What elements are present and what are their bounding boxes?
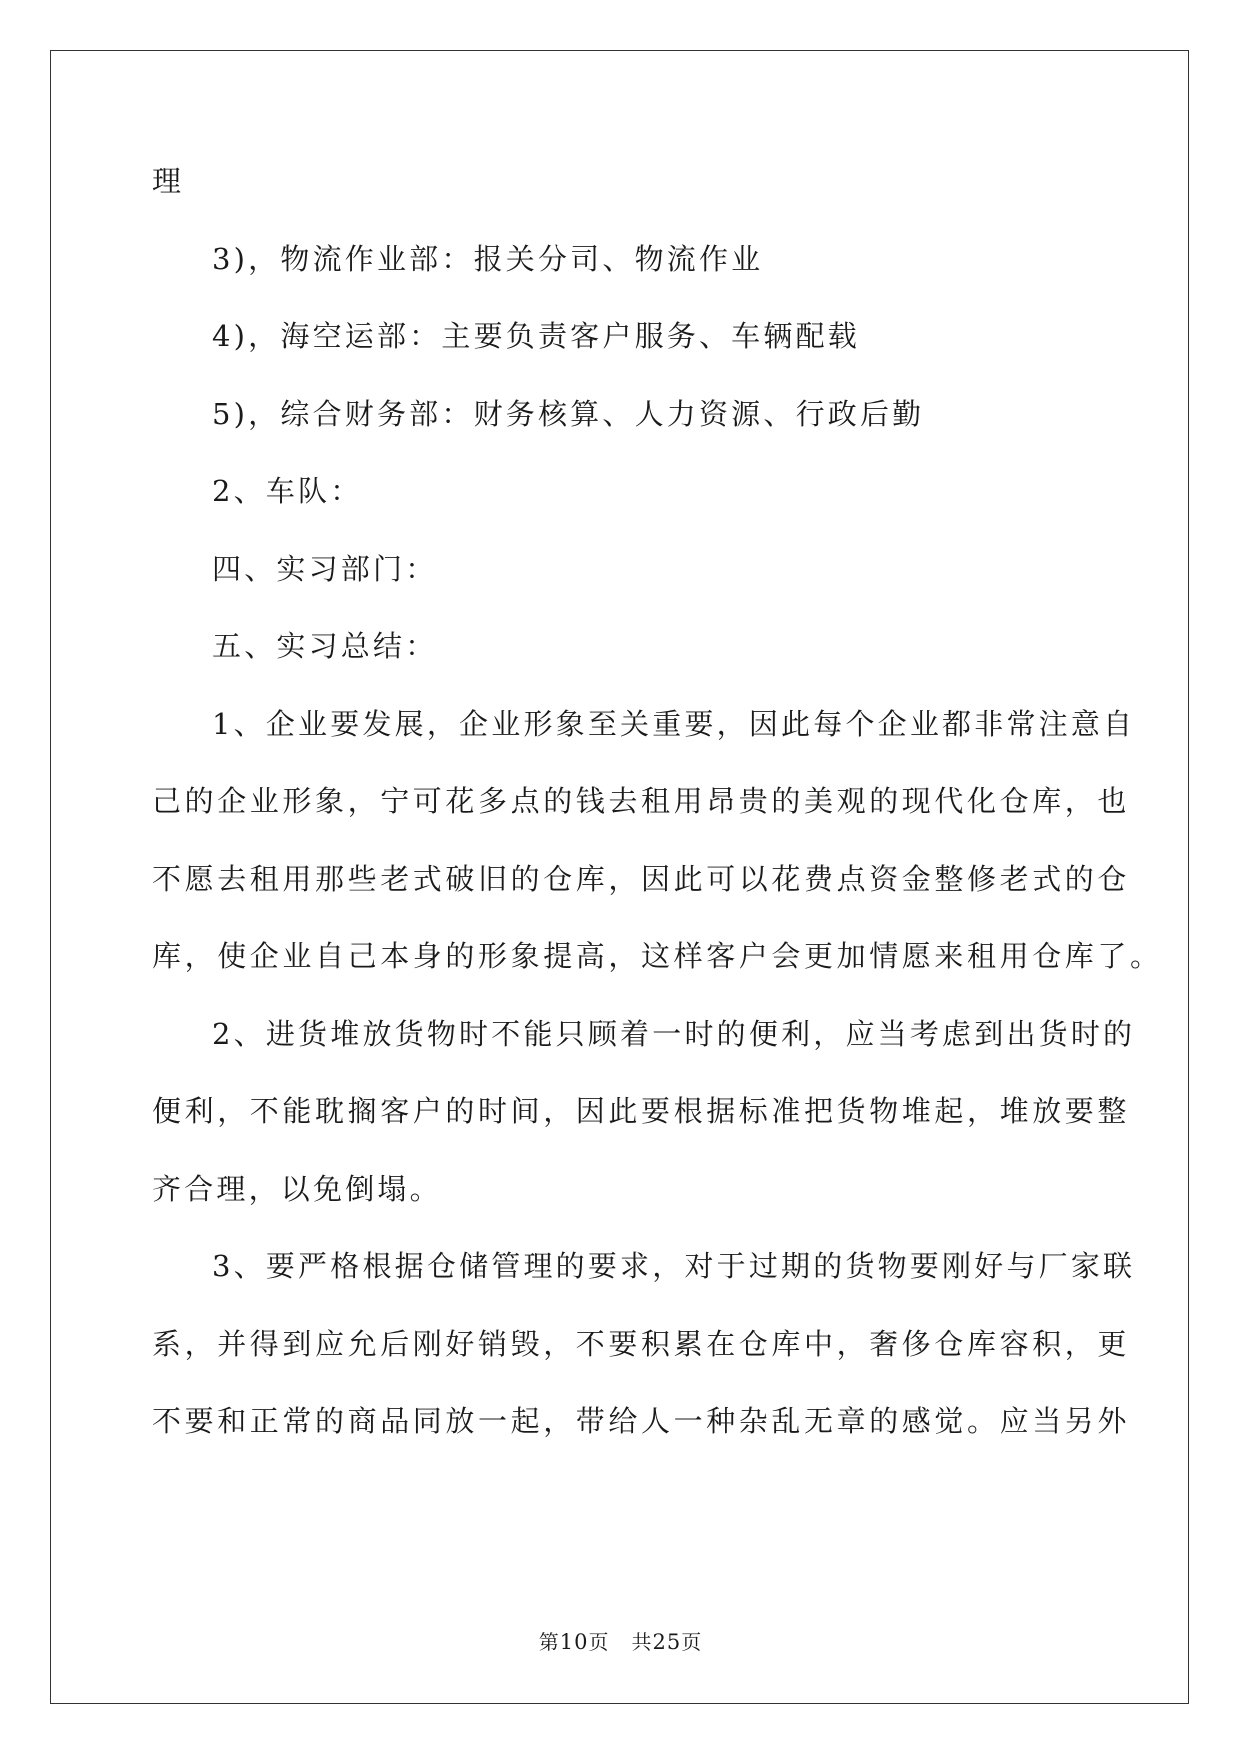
paragraph-line: 己的企业形象，宁可花多点的钱去租用昂贵的美观的现代化仓库，也 bbox=[152, 784, 1131, 818]
section-heading: 五、实习总结： bbox=[212, 629, 438, 663]
paragraph-line: 3、要严格根据仓储管理的要求，对于过期的货物要刚好与厂家联 bbox=[212, 1249, 1136, 1283]
paragraph-line: 不愿去租用那些老式破旧的仓库，因此可以花费点资金整修老式的仓 bbox=[152, 861, 1131, 896]
text-line: 2、车队： bbox=[212, 474, 363, 508]
page-suffix: 页 bbox=[588, 1630, 610, 1654]
text-line: 理 bbox=[152, 164, 185, 198]
document-body bbox=[152, 164, 1163, 1486]
text-line: 3)，物流作业部：报关分司、物流作业 bbox=[212, 241, 764, 276]
paragraph-line: 系，并得到应允后刚好销毁，不要积累在仓库中，奢侈仓库容积，更 bbox=[152, 1326, 1131, 1361]
paragraph-line: 库，使企业自己本身的形象提高，这样客户会更加情愿来租用仓库了。 bbox=[152, 939, 1163, 973]
text-line: 4)，海空运部：主要负责客户服务、车辆配载 bbox=[212, 319, 860, 353]
paragraph-line: 齐合理，以免倒塌。 bbox=[152, 1171, 442, 1206]
page-total: 25 bbox=[652, 1630, 682, 1654]
total-prefix: 共 bbox=[631, 1630, 653, 1654]
paragraph-line: 便利，不能耽搁客户的时间，因此要根据标准把货物堆起，堆放要整 bbox=[152, 1094, 1131, 1128]
paragraph-line: 1、企业要发展，企业形象至关重要，因此每个企业都非常注意自 bbox=[212, 706, 1136, 741]
page-footer bbox=[0, 1626, 1241, 1655]
total-suffix: 页 bbox=[681, 1630, 703, 1654]
paragraph-line: 不要和正常的商品同放一起，带给人一种杂乱无章的感觉。应当另外 bbox=[152, 1404, 1131, 1438]
paragraph-line: 2、进货堆放货物时不能只顾着一时的便利，应当考虑到出货时的 bbox=[212, 1016, 1136, 1051]
page-prefix: 第 bbox=[538, 1630, 560, 1654]
text-line: 5)，综合财务部：财务核算、人力资源、行政后勤 bbox=[212, 396, 925, 431]
section-heading: 四、实习部门： bbox=[212, 551, 438, 586]
page-current: 10 bbox=[559, 1630, 589, 1654]
